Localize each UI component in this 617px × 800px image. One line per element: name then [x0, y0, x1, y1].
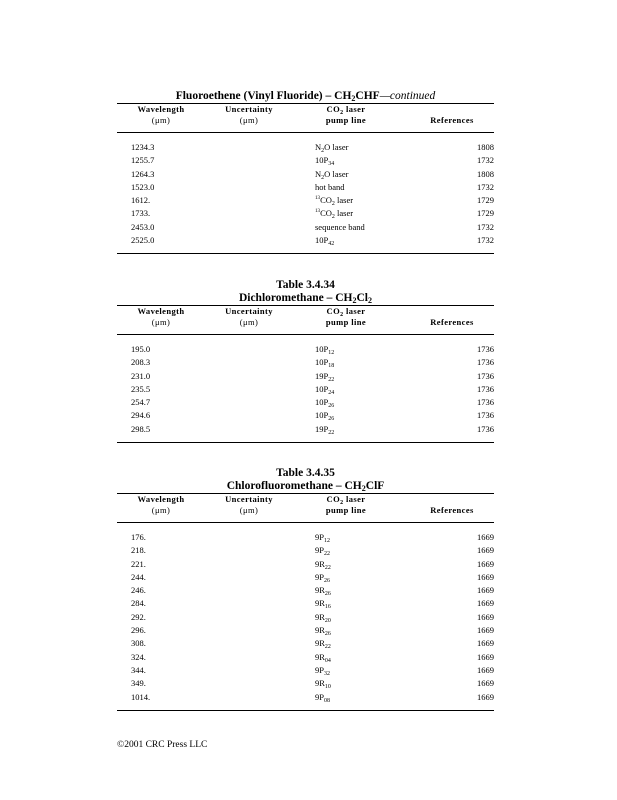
table-body — [117, 335, 494, 442]
table-3-4-34 — [117, 279, 494, 443]
reference-cell: 1736 — [477, 357, 494, 368]
table-title — [117, 90, 494, 103]
column-headers — [117, 104, 494, 132]
col-wavelength: Wavelength — [137, 104, 185, 114]
col-wavelength: Wavelength — [137, 306, 185, 316]
pump-line-cell: $9R_{16}$ — [315, 598, 331, 611]
reference-cell: 1736 — [477, 344, 494, 354]
col-wavelength-unit: (μm) — [151, 505, 171, 515]
table-row — [117, 370, 494, 383]
wavelength-cell: 344. — [131, 664, 146, 675]
pump-line-cell: $9R_{22}$ — [315, 638, 331, 651]
reference-cell: 1669 — [477, 691, 494, 702]
pump-line-cell: $10P_{24}$ — [315, 383, 335, 396]
wavelength-cell: 324. — [131, 651, 146, 662]
col-pump: $CO_2$ laser — [326, 494, 366, 506]
pump-line-cell: $10P_{42}$ — [315, 235, 335, 248]
wavelength-cell: 1612. — [131, 195, 151, 206]
table-label: Table 3.4.35 — [276, 467, 335, 479]
reference-cell: 1729 — [477, 195, 494, 206]
table-row — [117, 691, 494, 704]
wavelength-cell: 1014. — [131, 691, 151, 702]
pump-line-cell: $9R_{10}$ — [315, 678, 331, 691]
pump-line-cell: $9R_{26}$ — [315, 625, 331, 638]
table-row — [117, 383, 494, 396]
wavelength-cell: 284. — [131, 598, 146, 609]
table-row — [117, 234, 494, 247]
table-row — [117, 356, 494, 369]
col-pump: $CO_2$ laser — [326, 104, 366, 116]
wavelength-cell: 208.3 — [131, 357, 151, 368]
table-row — [117, 181, 494, 194]
col-uncertainty-unit: (μm) — [239, 317, 259, 327]
reference-cell: 1669 — [477, 651, 494, 662]
reference-cell: 1669 — [477, 571, 494, 582]
reference-cell: 1732 — [477, 155, 494, 166]
wavelength-cell: 235.5 — [131, 383, 151, 394]
table-3-4-35 — [117, 467, 494, 711]
pump-line-cell: $9R_{26}$ — [315, 585, 331, 598]
reference-cell: 1736 — [477, 423, 494, 434]
table-row — [117, 637, 494, 650]
reference-cell: 1669 — [477, 545, 494, 556]
reference-cell: 1669 — [477, 558, 494, 569]
pump-line-cell: $9R_{20}$ — [315, 611, 331, 624]
reference-cell: 1732 — [477, 235, 494, 246]
wavelength-cell: 1523.0 — [131, 181, 155, 192]
table-title: Chlorofluoromethane – $CH_2ClF$ — [226, 480, 385, 493]
reference-cell: 1736 — [477, 383, 494, 394]
wavelength-cell: 246. — [131, 585, 146, 596]
table-row — [117, 624, 494, 637]
wavelength-cell: 2525.0 — [131, 235, 155, 246]
table-row — [117, 396, 494, 409]
table-body — [117, 133, 494, 253]
table-row — [117, 531, 494, 544]
reference-cell: 1736 — [477, 370, 494, 381]
table-vinyl-fluoride — [117, 90, 494, 254]
wavelength-cell: 1264.3 — [131, 168, 155, 179]
wavelength-cell: 308. — [131, 638, 146, 649]
col-pump-line: pump line — [325, 505, 367, 515]
reference-cell: 1808 — [477, 142, 494, 152]
col-pump: $CO_2$ laser — [326, 306, 366, 318]
col-uncertainty-unit: (μm) — [239, 115, 259, 125]
wavelength-cell: 254.7 — [131, 397, 151, 408]
table-row — [117, 423, 494, 436]
wavelength-cell: 294.6 — [131, 410, 151, 421]
col-wavelength-unit: (μm) — [151, 115, 171, 125]
pump-line-cell: $9P_{22}$ — [315, 545, 330, 558]
reference-cell: 1732 — [477, 221, 494, 232]
col-references: References — [430, 115, 474, 125]
pump-line-cell: $19P_{22}$ — [315, 423, 335, 436]
table-row — [117, 651, 494, 664]
table-row — [117, 207, 494, 220]
reference-cell: 1808 — [477, 168, 494, 179]
wavelength-cell: 176. — [131, 532, 146, 542]
title-suffix: —continued — [379, 90, 436, 102]
bottom-rule — [117, 710, 494, 711]
table-row — [117, 221, 494, 234]
table-row — [117, 154, 494, 167]
pump-line-cell: sequence band — [315, 221, 365, 232]
pump-line-cell: $10P_{26}$ — [315, 410, 335, 423]
reference-cell: 1669 — [477, 585, 494, 596]
table-row — [117, 343, 494, 356]
table-title: Dichloromethane – $CH_2Cl_2$ — [238, 292, 373, 305]
col-uncertainty: Uncertainty — [225, 494, 273, 504]
wavelength-cell: 1255.7 — [131, 155, 155, 166]
pump-line-cell: $9P_{08}$ — [315, 691, 330, 704]
pump-line-cell: hot band — [315, 181, 345, 192]
col-references: References — [430, 317, 474, 327]
table-row — [117, 611, 494, 624]
wavelength-cell: 195.0 — [131, 344, 151, 354]
reference-cell: 1669 — [477, 598, 494, 609]
reference-cell: 1669 — [477, 678, 494, 689]
pump-line-cell: $9R_{22}$ — [315, 558, 331, 571]
col-pump-line: pump line — [325, 317, 367, 327]
wavelength-cell: 221. — [131, 558, 146, 569]
reference-cell: 1669 — [477, 625, 494, 636]
wavelength-cell: 218. — [131, 545, 146, 556]
table-row — [117, 194, 494, 207]
pump-line-cell: $N_2O$ laser — [315, 168, 349, 181]
col-references: References — [430, 505, 474, 515]
wavelength-cell: 296. — [131, 625, 146, 636]
pump-line-cell: $9P_{26}$ — [315, 571, 330, 584]
reference-cell: 1732 — [477, 181, 494, 192]
col-uncertainty-unit: (μm) — [239, 505, 259, 515]
table-row — [117, 571, 494, 584]
wavelength-cell: 349. — [131, 678, 146, 689]
table-row — [117, 544, 494, 557]
copyright-footer: ©2001 CRC Press LLC — [117, 740, 208, 750]
reference-cell: 1736 — [477, 397, 494, 408]
table-row — [117, 141, 494, 154]
table-row — [117, 558, 494, 571]
table-label: Table 3.4.34 — [276, 279, 335, 291]
pump-line-cell: $^{13}CO_2$ laser — [315, 208, 354, 221]
col-wavelength: Wavelength — [137, 494, 185, 504]
bottom-rule — [117, 253, 494, 254]
bottom-rule — [117, 442, 494, 443]
wavelength-cell: 231.0 — [131, 370, 151, 381]
col-wavelength-unit: (μm) — [151, 317, 171, 327]
wavelength-cell: 292. — [131, 611, 146, 622]
pump-line-cell: $9R_{04}$ — [315, 651, 331, 664]
wavelength-cell: 1234.3 — [131, 142, 155, 152]
pump-line-cell: $9P_{12}$ — [315, 532, 330, 544]
pump-line-cell: $9P_{32}$ — [315, 664, 330, 677]
pump-line-cell: $^{13}CO_2$ laser — [315, 195, 354, 208]
wavelength-cell: 1733. — [131, 208, 151, 219]
table-row — [117, 409, 494, 422]
col-uncertainty: Uncertainty — [225, 306, 273, 316]
pump-line-cell: $N_2O$ laser — [315, 142, 349, 154]
col-pump-line: pump line — [325, 115, 367, 125]
pump-line-cell: $10P_{12}$ — [315, 344, 335, 356]
wavelength-cell: 298.5 — [131, 423, 151, 434]
column-headers — [117, 306, 494, 334]
reference-cell: 1669 — [477, 664, 494, 675]
reference-cell: 1729 — [477, 208, 494, 219]
pump-line-cell: $10P_{18}$ — [315, 357, 335, 370]
table-row — [117, 168, 494, 181]
table-body — [117, 523, 494, 710]
reference-cell: 1669 — [477, 638, 494, 649]
col-uncertainty: Uncertainty — [225, 104, 273, 114]
pump-line-cell: $10P_{34}$ — [315, 155, 335, 168]
table-row — [117, 584, 494, 597]
wavelength-cell: 244. — [131, 571, 146, 582]
wavelength-cell: 2453.0 — [131, 221, 155, 232]
pump-line-cell: $19P_{22}$ — [315, 370, 335, 383]
reference-cell: 1669 — [477, 532, 494, 542]
reference-cell: 1669 — [477, 611, 494, 622]
reference-cell: 1736 — [477, 410, 494, 421]
pump-line-cell: $10P_{26}$ — [315, 397, 335, 410]
table-row — [117, 677, 494, 690]
table-row — [117, 597, 494, 610]
title-text: Fluoroethene (Vinyl Fluoride) – $CH_2CHF$ — [175, 90, 380, 103]
column-headers — [117, 494, 494, 522]
table-row — [117, 664, 494, 677]
